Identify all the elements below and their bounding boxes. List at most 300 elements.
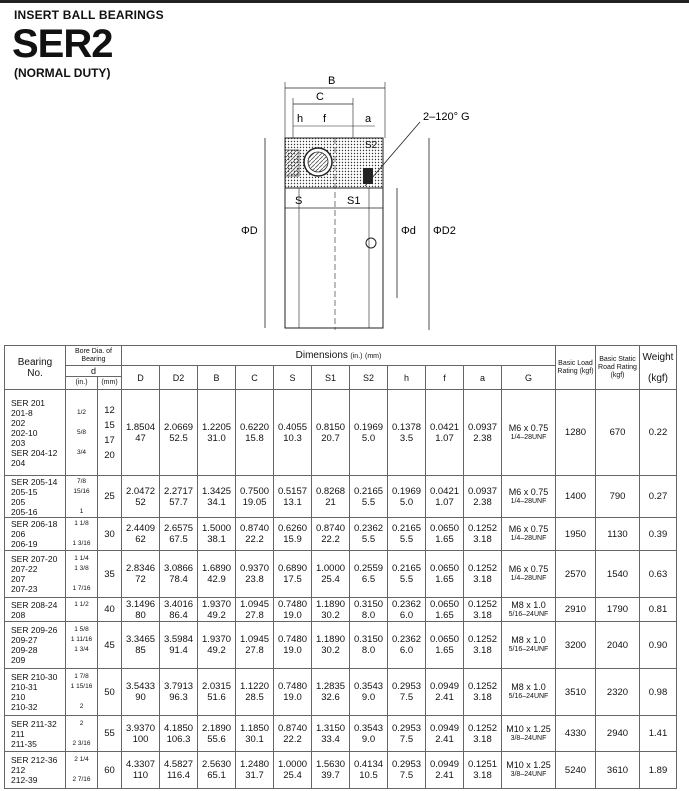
weight-cell: 1.89 bbox=[640, 752, 677, 789]
static-rating-cell: 1540 bbox=[596, 551, 640, 598]
bore-mm-value: 60 bbox=[104, 764, 115, 776]
dimension-in: 0.1378 bbox=[391, 421, 422, 433]
dimension-in: 1.0000 bbox=[277, 759, 308, 770]
dimension-in: 3.7913 bbox=[163, 681, 194, 692]
dimension-cell bbox=[388, 518, 426, 551]
thread-unf: 3/8–24UNF bbox=[510, 771, 547, 778]
col-S1: S1 bbox=[312, 366, 350, 390]
dimension-in: 3.0866 bbox=[163, 563, 194, 574]
dimension-in: 0.5157 bbox=[277, 485, 308, 497]
dimension-cell bbox=[388, 669, 426, 716]
dimension-mm: 22.2 bbox=[283, 733, 302, 745]
col-f: f bbox=[426, 366, 464, 390]
dimension-mm: 42.9 bbox=[207, 574, 226, 585]
bore-in-value bbox=[66, 418, 97, 428]
dimension-mm: 39.7 bbox=[321, 770, 340, 781]
bearing-no-cell bbox=[5, 551, 66, 598]
bearing-no: 205-16 bbox=[11, 506, 38, 517]
dimension-in: 2.0472 bbox=[125, 485, 156, 497]
dimension-in: 0.3543 bbox=[353, 681, 384, 692]
dimension-cell bbox=[426, 622, 464, 669]
bore-in-cell bbox=[66, 598, 98, 622]
dimension-mm: 80 bbox=[135, 609, 146, 621]
dimension-mm: 5.5 bbox=[361, 534, 376, 545]
dimension-in: 0.2165 bbox=[391, 563, 422, 574]
bore-in-value: 1/2 bbox=[76, 408, 87, 416]
dimension-in: 0.8740 bbox=[315, 523, 346, 534]
dimension-cell bbox=[464, 598, 502, 622]
dimension-in: 3.5984 bbox=[163, 634, 194, 645]
col-D2: D2 bbox=[160, 366, 198, 390]
dimension-cell bbox=[350, 752, 388, 789]
dimension-in: 2.0669 bbox=[163, 421, 194, 433]
dimension-mm: 15.9 bbox=[283, 534, 302, 545]
thread-cell bbox=[502, 476, 556, 518]
dimension-in: 0.1252 bbox=[467, 681, 498, 692]
bore-in-value: 15/16 bbox=[73, 487, 90, 495]
dimension-in: 1.1220 bbox=[239, 681, 270, 692]
bearing-no: 210-31 bbox=[11, 682, 38, 692]
dimension-mm: 100 bbox=[132, 733, 149, 745]
bearing-no: 207 bbox=[11, 574, 26, 584]
dimension-cell bbox=[464, 390, 502, 476]
dimension-mm: 30.2 bbox=[321, 645, 340, 656]
bearing-no: 209-28 bbox=[11, 645, 38, 655]
dimension-in: 0.2362 bbox=[391, 634, 422, 645]
dimension-mm: 2.38 bbox=[473, 496, 492, 508]
dimension-in: 2.1890 bbox=[201, 722, 232, 734]
dimension-cell bbox=[426, 752, 464, 789]
dimension-mm: 5.5 bbox=[399, 534, 414, 545]
bore-in-cell bbox=[66, 669, 98, 716]
dimension-cell bbox=[122, 716, 160, 752]
col-G: G bbox=[502, 366, 556, 390]
dim-label-h: h bbox=[297, 113, 304, 125]
dimension-mm: 47 bbox=[135, 432, 146, 444]
dimension-mm: 116.4 bbox=[166, 770, 191, 781]
dimension-cell bbox=[236, 716, 274, 752]
dimension-in: 0.1969 bbox=[391, 485, 422, 497]
dimension-mm: 6.5 bbox=[361, 574, 376, 585]
dimension-cell bbox=[388, 390, 426, 476]
dimension-mm: 27.8 bbox=[245, 645, 264, 656]
bearing-no-cell bbox=[5, 598, 66, 622]
dimension-cell bbox=[160, 669, 198, 716]
dimension-in: 0.3150 bbox=[353, 634, 384, 645]
thread-unf: 3/8–24UNF bbox=[510, 734, 547, 742]
dimension-in: 0.7500 bbox=[239, 485, 270, 497]
dimension-in: 0.7480 bbox=[277, 598, 308, 610]
bore-in-value: 1 11/16 bbox=[70, 636, 93, 643]
bore-in-value: 2 bbox=[79, 703, 84, 710]
dimension-cell bbox=[350, 390, 388, 476]
dimension-in: 0.1252 bbox=[467, 722, 498, 734]
dimension-mm: 3.18 bbox=[473, 733, 492, 745]
load-rating-cell: 3510 bbox=[556, 669, 596, 716]
dimension-cell bbox=[464, 476, 502, 518]
weight-cell: 0.39 bbox=[640, 518, 677, 551]
dimension-in: 0.2165 bbox=[353, 485, 384, 497]
bore-in-value: 2 7/16 bbox=[72, 776, 91, 783]
bore-in-value: 1 7/16 bbox=[72, 585, 91, 592]
bore-in-value: 1 7/8 bbox=[74, 673, 89, 680]
bore-in-value: 1 bbox=[79, 507, 84, 515]
dimension-mm: 2.41 bbox=[435, 733, 454, 745]
dimension-in: 0.1252 bbox=[467, 563, 498, 574]
dimension-mm: 72 bbox=[135, 574, 146, 585]
dimension-mm: 3.18 bbox=[473, 645, 492, 656]
bore-in-value: 7/8 bbox=[76, 477, 87, 485]
bore-mm-value: 15 bbox=[104, 419, 115, 431]
dimension-mm: 33.4 bbox=[321, 733, 340, 745]
dimension-mm: 5.5 bbox=[361, 496, 376, 508]
dimension-in: 3.9370 bbox=[125, 722, 156, 734]
dimension-cell bbox=[426, 716, 464, 752]
dimension-cell bbox=[236, 669, 274, 716]
bearing-no: SER 208-24 bbox=[11, 599, 58, 610]
dimension-mm: 21 bbox=[325, 496, 336, 508]
thread-cell bbox=[502, 622, 556, 669]
page-title: SER2 bbox=[12, 22, 113, 66]
bore-mm-cell bbox=[98, 518, 122, 551]
dimension-cell bbox=[122, 518, 160, 551]
dimension-in: 0.3543 bbox=[353, 722, 384, 734]
dimension-mm: 5.0 bbox=[399, 496, 414, 508]
dimension-mm: 13.1 bbox=[283, 496, 302, 508]
dimension-in: 1.1850 bbox=[239, 722, 270, 734]
dimension-mm: 8.0 bbox=[361, 645, 376, 656]
dimension-mm: 52 bbox=[135, 496, 146, 508]
dimension-in: 0.4134 bbox=[353, 759, 384, 770]
dimension-mm: 1.65 bbox=[435, 609, 454, 621]
bearing-cross-section-drawing bbox=[215, 68, 515, 338]
dimension-in: 0.9370 bbox=[239, 563, 270, 574]
dimension-mm: 19.05 bbox=[242, 496, 267, 508]
dimension-cell bbox=[312, 518, 350, 551]
dimension-cell bbox=[312, 476, 350, 518]
dimension-mm: 3.18 bbox=[473, 574, 492, 585]
dimension-cell bbox=[274, 476, 312, 518]
bearing-no: 201-8 bbox=[11, 407, 33, 418]
dimension-mm: 85 bbox=[135, 645, 146, 656]
dimension-mm: 27.8 bbox=[245, 609, 264, 621]
thread-unf: 5/16–24UNF bbox=[508, 610, 549, 618]
dimension-mm: 51.6 bbox=[207, 692, 226, 703]
dimension-in: 0.0650 bbox=[429, 598, 460, 610]
thread-metric: M6 x 0.75 bbox=[508, 564, 549, 574]
bore-mm-cell bbox=[98, 476, 122, 518]
col-C: C bbox=[236, 366, 274, 390]
thread-cell bbox=[502, 716, 556, 752]
dimension-cell bbox=[388, 551, 426, 598]
dimension-in: 1.8504 bbox=[125, 421, 156, 433]
dimension-cell bbox=[160, 551, 198, 598]
load-rating-cell: 5240 bbox=[556, 752, 596, 789]
dimension-in: 0.0949 bbox=[429, 681, 460, 692]
product-category: INSERT BALL BEARINGS bbox=[14, 8, 164, 22]
bearing-no: SER 212-36 bbox=[11, 755, 58, 765]
bore-mm-value: 30 bbox=[104, 528, 115, 540]
weight-cell: 0.98 bbox=[640, 669, 677, 716]
dimension-mm: 3.5 bbox=[399, 432, 414, 444]
weight-cell: 0.63 bbox=[640, 551, 677, 598]
dimension-in: 1.3425 bbox=[201, 485, 232, 497]
bearing-no: 203 bbox=[11, 437, 26, 448]
dimension-cell bbox=[312, 551, 350, 598]
bore-d-header: d bbox=[66, 366, 122, 377]
dimension-in: 0.7480 bbox=[277, 634, 308, 645]
dimension-cell bbox=[426, 390, 464, 476]
bearing-no: 208 bbox=[11, 609, 26, 620]
dimension-cell bbox=[464, 551, 502, 598]
bore-in-value bbox=[66, 398, 97, 408]
bearing-no: 209 bbox=[11, 655, 26, 665]
static-rating-cell: 2040 bbox=[596, 622, 640, 669]
weight-cell: 0.22 bbox=[640, 390, 677, 476]
thread-cell bbox=[502, 598, 556, 622]
dimension-in: 1.6890 bbox=[201, 563, 232, 574]
bearing-no: 212-39 bbox=[11, 775, 38, 785]
dimension-in: 0.0937 bbox=[467, 421, 498, 433]
dimension-cell bbox=[236, 598, 274, 622]
dimension-mm: 22.2 bbox=[245, 534, 264, 545]
dimension-mm: 19.0 bbox=[283, 692, 302, 703]
table-row bbox=[5, 476, 677, 518]
bearing-no: 206-19 bbox=[11, 539, 38, 549]
dimension-cell bbox=[312, 716, 350, 752]
dimension-cell bbox=[312, 390, 350, 476]
thread-unf: 1/4–28UNF bbox=[510, 497, 547, 505]
dimension-cell bbox=[236, 476, 274, 518]
static-rating-cell: 2940 bbox=[596, 716, 640, 752]
dimension-in: 1.9370 bbox=[201, 598, 232, 610]
col-B: B bbox=[198, 366, 236, 390]
dimension-in: 0.1252 bbox=[467, 523, 498, 534]
dimension-cell bbox=[236, 551, 274, 598]
dimension-in: 1.0945 bbox=[239, 634, 270, 645]
dimension-in: 3.1496 bbox=[125, 598, 156, 610]
bearing-no: SER 204-12 bbox=[11, 447, 58, 458]
col-a: a bbox=[464, 366, 502, 390]
dimension-mm: 90 bbox=[135, 692, 146, 703]
dimension-in: 2.4409 bbox=[125, 523, 156, 534]
bore-in-value bbox=[66, 765, 97, 775]
static-rating-header: Basic Static Road Rating (kgf) bbox=[596, 346, 640, 390]
dimension-mm: 110 bbox=[132, 770, 149, 781]
dimension-mm: 19.0 bbox=[283, 645, 302, 656]
bearing-no: 210-32 bbox=[11, 702, 38, 712]
dimension-cell bbox=[350, 518, 388, 551]
load-rating-header: Basic Load Rating (kgf) bbox=[556, 346, 596, 390]
bearing-no: SER 205-14 bbox=[11, 476, 58, 487]
bore-in-value: 1 3/16 bbox=[72, 540, 91, 547]
dimension-cell bbox=[274, 752, 312, 789]
col-S2: S2 bbox=[350, 366, 388, 390]
thread-unf: 5/16–24UNF bbox=[508, 693, 549, 700]
dimension-in: 3.5433 bbox=[125, 681, 156, 692]
bore-in-value: 2 3/16 bbox=[72, 739, 91, 747]
dimension-mm: 9.0 bbox=[361, 692, 376, 703]
bearing-no: SER 211-32 bbox=[11, 718, 57, 729]
bore-in-value: 2 1/4 bbox=[74, 756, 89, 763]
dimension-in: 0.2559 bbox=[353, 563, 384, 574]
dimension-mm: 78.4 bbox=[169, 574, 188, 585]
dimension-in: 0.2165 bbox=[391, 523, 422, 534]
bearing-no-cell bbox=[5, 476, 66, 518]
dimension-cell bbox=[122, 669, 160, 716]
dimension-mm: 6.0 bbox=[399, 609, 414, 621]
dimension-mm: 28.5 bbox=[245, 692, 264, 703]
dimension-in: 0.0421 bbox=[429, 485, 460, 497]
bore-in-cell bbox=[66, 752, 98, 789]
dimension-in: 1.2480 bbox=[239, 759, 270, 770]
dimension-in: 3.3465 bbox=[125, 634, 156, 645]
dimension-mm: 22.2 bbox=[321, 534, 340, 545]
dimension-cell bbox=[426, 518, 464, 551]
dimension-mm: 2.41 bbox=[435, 770, 454, 781]
dimension-mm: 5.5 bbox=[399, 574, 414, 585]
dimension-in: 0.3150 bbox=[353, 598, 384, 610]
page-subtitle: (NORMAL DUTY) bbox=[14, 66, 111, 80]
table-row bbox=[5, 669, 677, 716]
bore-in-value: 1 3/8 bbox=[74, 565, 89, 572]
dimension-in: 0.6890 bbox=[277, 563, 308, 574]
dimension-in: 2.8346 bbox=[125, 563, 156, 574]
dimension-cell bbox=[198, 518, 236, 551]
dimension-in: 1.9370 bbox=[201, 634, 232, 645]
dim-label-a: a bbox=[365, 113, 372, 125]
dimension-cell bbox=[274, 669, 312, 716]
dimension-in: 0.7480 bbox=[277, 681, 308, 692]
dimension-in: 1.1890 bbox=[315, 634, 346, 645]
bore-in-cell bbox=[66, 476, 98, 518]
bore-mm-cell bbox=[98, 390, 122, 476]
table-row bbox=[5, 752, 677, 789]
dimension-in: 0.4055 bbox=[277, 421, 308, 433]
bore-mm-value: 50 bbox=[104, 686, 115, 698]
dimension-cell bbox=[426, 476, 464, 518]
thread-unf: 1/4–28UNF bbox=[510, 575, 547, 582]
dimension-cell bbox=[122, 476, 160, 518]
col-S: S bbox=[274, 366, 312, 390]
dimension-mm: 7.5 bbox=[399, 733, 414, 745]
weight-cell: 0.81 bbox=[640, 598, 677, 622]
dimension-mm: 17.5 bbox=[283, 574, 302, 585]
dimension-mm: 1.07 bbox=[435, 496, 454, 508]
bearing-no: 206 bbox=[11, 529, 26, 539]
dimension-mm: 25.4 bbox=[321, 574, 340, 585]
dimension-cell bbox=[388, 598, 426, 622]
dimension-mm: 25.4 bbox=[283, 770, 302, 781]
dimension-cell bbox=[160, 518, 198, 551]
dimension-cell bbox=[122, 752, 160, 789]
bearing-no: 205 bbox=[11, 496, 26, 507]
bearing-no: SER 206-18 bbox=[11, 519, 58, 529]
specifications-body bbox=[5, 390, 677, 789]
bore-mm-cell bbox=[98, 669, 122, 716]
bearing-no-cell bbox=[5, 752, 66, 789]
bearing-no: SER 201 bbox=[11, 397, 46, 408]
dimension-cell bbox=[312, 752, 350, 789]
dim-label-f: f bbox=[323, 113, 327, 125]
thread-cell bbox=[502, 551, 556, 598]
dimension-mm: 62 bbox=[135, 534, 146, 545]
dimension-mm: 49.2 bbox=[207, 609, 226, 621]
dimension-cell bbox=[312, 669, 350, 716]
dimension-in: 2.5630 bbox=[201, 759, 232, 770]
bore-in-value: 1 1/2 bbox=[74, 600, 89, 608]
dimension-cell bbox=[274, 622, 312, 669]
static-rating-cell: 670 bbox=[596, 390, 640, 476]
bore-in-value bbox=[66, 655, 97, 665]
thread-metric: M6 x 0.75 bbox=[508, 486, 549, 497]
dimension-mm: 30.2 bbox=[321, 609, 340, 621]
bearing-no-cell bbox=[5, 622, 66, 669]
bore-in-value bbox=[66, 438, 97, 448]
dimension-cell bbox=[350, 476, 388, 518]
thread-metric: M8 x 1.0 bbox=[511, 682, 546, 692]
dimension-mm: 65.1 bbox=[207, 770, 226, 781]
dimension-in: 4.1850 bbox=[163, 722, 194, 734]
bore-in-value bbox=[66, 497, 97, 507]
bore-in-value bbox=[66, 529, 97, 539]
bore-in-cell bbox=[66, 390, 98, 476]
thread-unf: 1/4–28UNF bbox=[510, 433, 547, 441]
dimension-cell bbox=[236, 390, 274, 476]
bearing-no: 207-22 bbox=[11, 564, 38, 574]
dimension-in: 0.2953 bbox=[391, 722, 422, 734]
dim-label-d: Φd bbox=[401, 225, 416, 237]
dimension-cell bbox=[350, 551, 388, 598]
dimension-mm: 31.7 bbox=[245, 770, 264, 781]
dimension-in: 0.2362 bbox=[353, 523, 384, 534]
dimension-mm: 34.1 bbox=[207, 496, 226, 508]
dimension-mm: 8.0 bbox=[361, 609, 376, 621]
dimension-mm: 10.5 bbox=[359, 770, 378, 781]
thread-unf: 1/4–28UNF bbox=[510, 535, 547, 542]
weight-cell: 1.41 bbox=[640, 716, 677, 752]
table-row bbox=[5, 390, 677, 476]
bore-mm-value: 17 bbox=[104, 434, 115, 446]
dimension-cell bbox=[426, 669, 464, 716]
col-D: D bbox=[122, 366, 160, 390]
static-rating-cell: 1790 bbox=[596, 598, 640, 622]
bearing-no: 202-10 bbox=[11, 427, 38, 438]
dimension-cell bbox=[388, 716, 426, 752]
dimension-cell bbox=[350, 598, 388, 622]
bearing-no: 212 bbox=[11, 765, 26, 775]
dimension-in: 4.5827 bbox=[163, 759, 194, 770]
dimension-cell bbox=[198, 752, 236, 789]
bearing-no: 204 bbox=[11, 457, 26, 468]
dimension-in: 2.6575 bbox=[163, 523, 194, 534]
bore-mm-cell bbox=[98, 622, 122, 669]
weight-header: Weight (kgf) bbox=[640, 346, 677, 390]
bore-in-value bbox=[66, 610, 97, 620]
bore-mm-value: 12 bbox=[104, 404, 115, 416]
bearing-no: 210 bbox=[11, 692, 26, 702]
thread-metric: M8 x 1.0 bbox=[511, 599, 546, 610]
table-row bbox=[5, 518, 677, 551]
bearing-no: SER 209-26 bbox=[11, 625, 58, 635]
bearing-no: 211 bbox=[11, 728, 25, 739]
bore-mm-value: 25 bbox=[104, 491, 115, 502]
dimension-cell bbox=[122, 598, 160, 622]
bearing-no-cell bbox=[5, 669, 66, 716]
bore-in-cell bbox=[66, 716, 98, 752]
bore-mm-value: 45 bbox=[104, 639, 115, 651]
dimension-cell bbox=[160, 598, 198, 622]
